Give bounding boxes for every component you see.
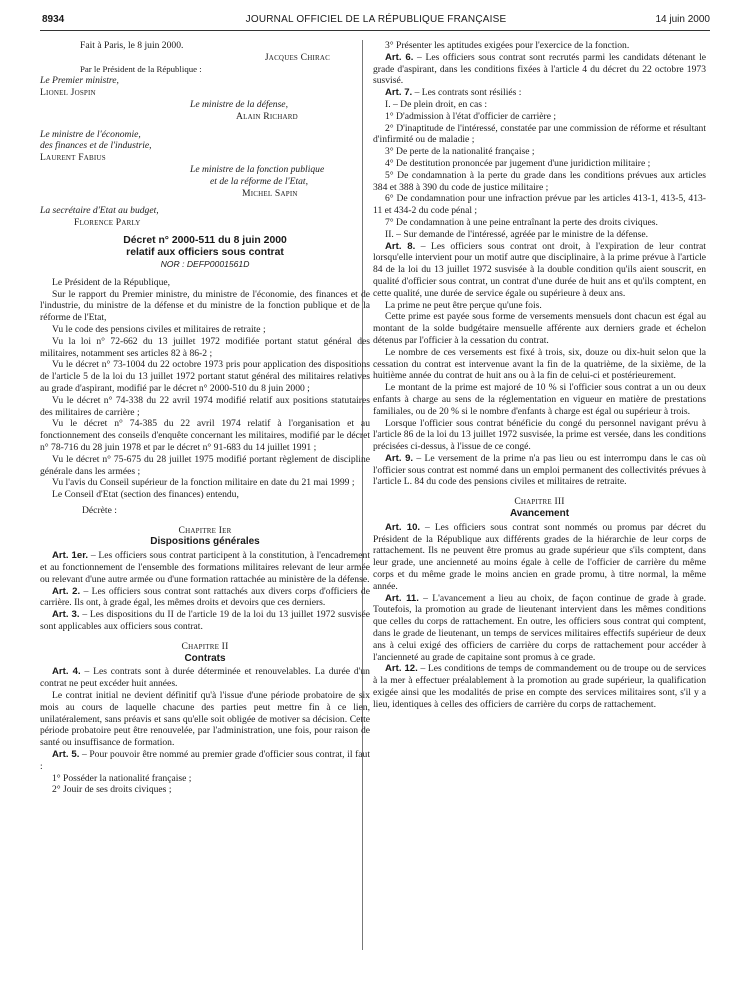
article-5-text: – Pour pouvoir être nommé au premier grade d'officier sous contrat, il faut : — [40, 749, 370, 772]
visa-5: Vu le décret n° 74-338 du 22 avril 1974 modifié relatif aux positions statutaires des militaires de carrière ; — [40, 394, 370, 418]
article-8-para: Le montant de la prime est majoré de 10 % si l'officier sous contrat a un ou deux enfants à charge au sens de la réglementation en vigueur en matière de prestations familiales, ou de 20 % si le nombre d'enfants à charge est égal ou supérieur à trois. — [373, 382, 706, 417]
article-2-label: Art. 2. — [52, 585, 81, 597]
fp-title-1: Le ministre de la fonction publique — [190, 163, 325, 175]
def-title: Le ministre de la défense, — [190, 98, 288, 110]
article-7-item: 1° D'admission à l'état d'officier de carrière ; — [385, 110, 557, 122]
chapter-1-title: Dispositions générales — [150, 536, 260, 548]
page-header — [42, 14, 710, 30]
article-8-label: Art. 8. — [385, 240, 416, 252]
header-rule — [40, 30, 710, 31]
eco-name: Laurent Fabius — [40, 152, 106, 164]
article-4-text: – Les contrats sont à durée déterminée et renouvelables. La durée d'un contrat ne peut excéder huit années. — [40, 666, 370, 690]
decree-title-1: Décret n° 2000-511 du 8 juin 2000 — [123, 234, 287, 246]
visa-2: Vu le code des pensions civiles et militaires de retraite ; — [52, 323, 266, 335]
article-7-label: Art. 7. — [385, 87, 413, 99]
article-11-label: Art. 11. — [385, 592, 419, 604]
article-7-item: 2° D'inaptitude de l'intéressé, constatée par une commission de réforme et résultant d'infirmité ou de maladie ; — [373, 122, 706, 146]
article-8-text: – Les officiers sous contrat ont droit, à l'expiration de leur contrat lorsqu'elle intervient pour un motif autre que disciplinaire, à la prime prévue à l'article 84 de la loi du 13 juillet 1972 susvisée à la double condition qu'ils aient souscrit, en qualité d'officier sous contrat, un contrat d'une durée de huit ans et qu'ils comptent, en cette qualité, une durée de service égale ou supérieure à deux ans. — [373, 240, 706, 299]
article-9 — [373, 453, 706, 488]
article-9-text: – Le versement de la prime n'a pas lieu ou est interrompu dans le cas où l'officier sous contrat est nommé dans un emploi permanent des collectivités prévues à l'article L. 84 du code des pensions civiles et militaires de retraite. — [373, 452, 706, 488]
visa-4: Vu le décret n° 73-1004 du 22 octobre 1973 pris pour application des dispositions de l'article 5 de la loi du 13 juillet 1972 portant statut général des militaires relatives au grade d'aspirant, modifié par le décret n° 2000-510 du 8 juin 2000 ; — [40, 359, 370, 394]
article-5-item-3: 3° Présenter les aptitudes exigées pour l'exercice de la fonction. — [385, 40, 630, 51]
article-5-item-1: 1° Posséder la nationalité française ; — [52, 772, 192, 784]
article-12-label: Art. 12. — [385, 663, 418, 675]
article-7-item: 5° De condamnation à la perte du grade dans les conditions prévues aux articles 384 et 388 à 390 du code de justice militaire ; — [373, 169, 706, 193]
article-7-item: 3° De perte de la nationalité française ; — [385, 146, 535, 158]
article-7-item: 4° De destitution prononcée par jugement d'une juridiction militaire ; — [385, 157, 651, 169]
article-2-text: – Les officiers sous contrat sont rattachés aux divers corps d'officiers de carrière. Ils ont, à grade égal, les mêmes droits et devoirs que ces derniers. — [40, 585, 370, 609]
visa-9: Le Conseil d'Etat (section des finances) entendu, — [52, 489, 239, 501]
article-7-item: 7° De condamnation à une peine entraînant la perte des droits civiques. — [385, 216, 658, 228]
article-6-text: – Les officiers sous contrat sont recrutés parmi les candidats détenant le grade d'aspirant, dans les conditions fixées à l'article 4 du décret du 22 octobre 1973 susvisé. — [373, 51, 706, 87]
article-9-label: Art. 9. — [385, 452, 414, 464]
article-3-label: Art. 3. — [52, 609, 80, 621]
budget-name: Florence Parly — [74, 217, 141, 229]
article-4 — [40, 666, 370, 690]
visa-1: Sur le rapport du Premier ministre, du ministre de l'économie, des finances et de l'industrie, du ministre de la défense et du ministre de la fonction publique et de la réforme de l'Etat, — [40, 288, 370, 324]
article-1-text: – Les officiers sous contrat participent à la constitution, à l'encadrement et au fonctionnement de l'ensemble des formations militaires relevant de leur armée ou relevant d'une autre armée ou d'une formation rattachée au ministère de la défense. — [40, 550, 370, 585]
chapter-2-title: Contrats — [184, 652, 226, 664]
article-4-para: Le contrat initial ne devient définitif qu'à l'issue d'une période probatoire de six mois au cours de laquelle chacune des parties peut mettre fin à ce lien, unilatéralement, sans préavis et sans qu'elle soit obligée de motiver sa décision. Cette période probatoire peut être renouvelée, par l'administration, une fois, pour raison de santé ou insuffisance de formation. — [40, 690, 370, 749]
page-number: 8934 — [42, 14, 65, 25]
article-5-item-2: 2° Jouir de ses droits civiques ; — [52, 784, 172, 796]
article-11 — [373, 593, 706, 664]
chapter-2-label: Chapitre II — [181, 640, 229, 652]
article-12 — [373, 663, 706, 710]
article-2 — [40, 586, 370, 610]
article-1-label: Art. 1er. — [52, 550, 89, 562]
president-name: Jacques Chirac — [264, 51, 330, 63]
article-8-para: Lorsque l'officier sous contrat bénéficie du congé du personnel navigant prévu à l'article 86 de la loi du 13 juillet 1972 susvisée, la prime est versée, dans les conditions précisées ci-dessus, à l'issue de ce congé. — [373, 417, 706, 453]
article-1 — [40, 550, 370, 585]
visa-6: Vu le décret n° 74-385 du 22 avril 1974 relatif à l'organisation et au fonctionnement des conseils d'enquête concernant les militaires, modifié par le décret n° 78-716 du 28 juin 1978 et par le décret n° 91-683 du 14 juillet 1991 ; — [40, 418, 370, 453]
pm-name: Lionel Jospin — [40, 87, 96, 99]
eco-title-1: Le ministre de l'économie, — [40, 128, 141, 140]
article-8-para: Cette prime est payée sous forme de versements mensuels dont chacun est égal au montant de la solde budgétaire mensuelle afférente aux derniers grade et échelon détenus par l'officier à la cessation du contrat. — [373, 311, 706, 346]
visa-8: Vu l'avis du Conseil supérieur de la fonction militaire en date du 21 mai 1999 ; — [52, 477, 355, 489]
article-8 — [373, 241, 706, 300]
article-3 — [40, 609, 370, 633]
budget-title: La secrétaire d'Etat au budget, — [40, 205, 159, 217]
chapter-3-title: Avancement — [509, 508, 570, 520]
article-8-para: Le nombre de ces versements est fixé à trois, six, douze ou dix-huit selon que la cessation du contrat est intervenue avant la fin de la quatrième, de la sixième, de la huitième année du contrat de huit ans ou à la fin de celui-ci et postérieurement. — [373, 346, 706, 382]
left-column — [40, 40, 370, 796]
fp-title-2: et de la réforme de l'Etat, — [210, 175, 308, 187]
article-8-para: La prime ne peut être perçue qu'une fois. — [385, 299, 542, 311]
article-6-label: Art. 6. — [385, 51, 414, 63]
visa-0: Le Président de la République, — [52, 276, 171, 288]
fp-name: Michel Sapin — [242, 187, 298, 199]
article-7 — [373, 87, 706, 99]
article-12-text: – Les conditions de temps de commandement ou de troupe ou de services à la mer à effectuer préalablement à la promotion au grade supérieur, la qualification exigée ainsi que les modalités de prise en compte des services militaires sont, s'il y a lieu, identiques à celles des officiers de carrière du corps de rattachement. — [373, 663, 706, 710]
signature-block — [40, 40, 370, 229]
article-10-label: Art. 10. — [385, 521, 421, 533]
right-column — [373, 40, 706, 711]
article-7-text: – Les contrats sont résiliés : — [412, 87, 522, 99]
article-5-label: Art. 5. — [52, 749, 80, 761]
article-10 — [373, 522, 706, 593]
par-le-president: Par le Président de la République : — [80, 63, 202, 74]
eco-title-2: des finances et de l'industrie, — [40, 140, 152, 152]
decree-title-2: relatif aux officiers sous contrat — [126, 246, 284, 258]
place-date: Fait à Paris, le 8 juin 2000. — [80, 40, 184, 51]
article-3-text: – Les dispositions du II de l'article 19 de la loi du 13 juillet 1972 susvisée sont applicables aux officiers sous contrat. — [40, 609, 370, 633]
issue-date: 14 juin 2000 — [655, 14, 710, 25]
chapter-3-label: Chapitre III — [514, 496, 565, 508]
article-7-item: 6° De condamnation pour une infraction prévue par les articles 413-1, 413-5, 413-11 et 434-2 du code pénal ; — [373, 193, 706, 217]
def-name: Alain Richard — [236, 110, 298, 122]
article-5 — [40, 749, 370, 773]
article-7-item: I. – De plein droit, en cas : — [385, 98, 488, 110]
nor-reference: NOR : DEFP0001561D — [160, 258, 250, 269]
chapter-1-label: Chapitre Ier — [178, 524, 232, 536]
visa-3: Vu la loi n° 72-662 du 13 juillet 1972 modifiée portant statut général des militaires, notamment ses articles 82 à 86-2 ; — [40, 335, 370, 359]
article-7-item: II. – Sur demande de l'intéressé, agréée par le ministre de la défense. — [385, 228, 649, 240]
pm-title: Le Premier ministre, — [40, 75, 119, 87]
article-11-text: – L'avancement a lieu au choix, de façon continue de grade à grade. Toutefois, la promotion au grade de lieutenant intervient dans les mêmes conditions que celles du corps de rattachement. En outre, les officiers sous contrat qui comptent, dans le grade de lieutenant, un temps de services militaires effectifs supérieur de deux ans à celui exigé des officiers de carrière du corps de rattachement pour accéder à l'ancienneté au grade de capitaine sont promus à ce grade. — [373, 592, 706, 663]
article-4-label: Art. 4. — [52, 666, 81, 678]
decrete: Décrète : — [82, 504, 117, 516]
article-6 — [373, 52, 706, 87]
journal-title: JOURNAL OFFICIEL DE LA RÉPUBLIQUE FRANÇAISE — [245, 14, 507, 25]
visa-7: Vu le décret n° 75-675 du 28 juillet 1975 modifié portant règlement de discipline générale dans les armées ; — [40, 453, 370, 477]
article-10-text: – Les officiers sous contrat sont nommés ou promus par décret du Président de la République aux différents grades de la hiérarchie de leur corps de rattachement. Ils ne peuvent être promus au grade supérieur que s'ils comptent, dans leur grade, une ancienneté au moins égale à celle de l'officier de carrière du même corps et du même grade le moins ancien en grade promu, à titre normal, la même année. — [373, 521, 706, 592]
